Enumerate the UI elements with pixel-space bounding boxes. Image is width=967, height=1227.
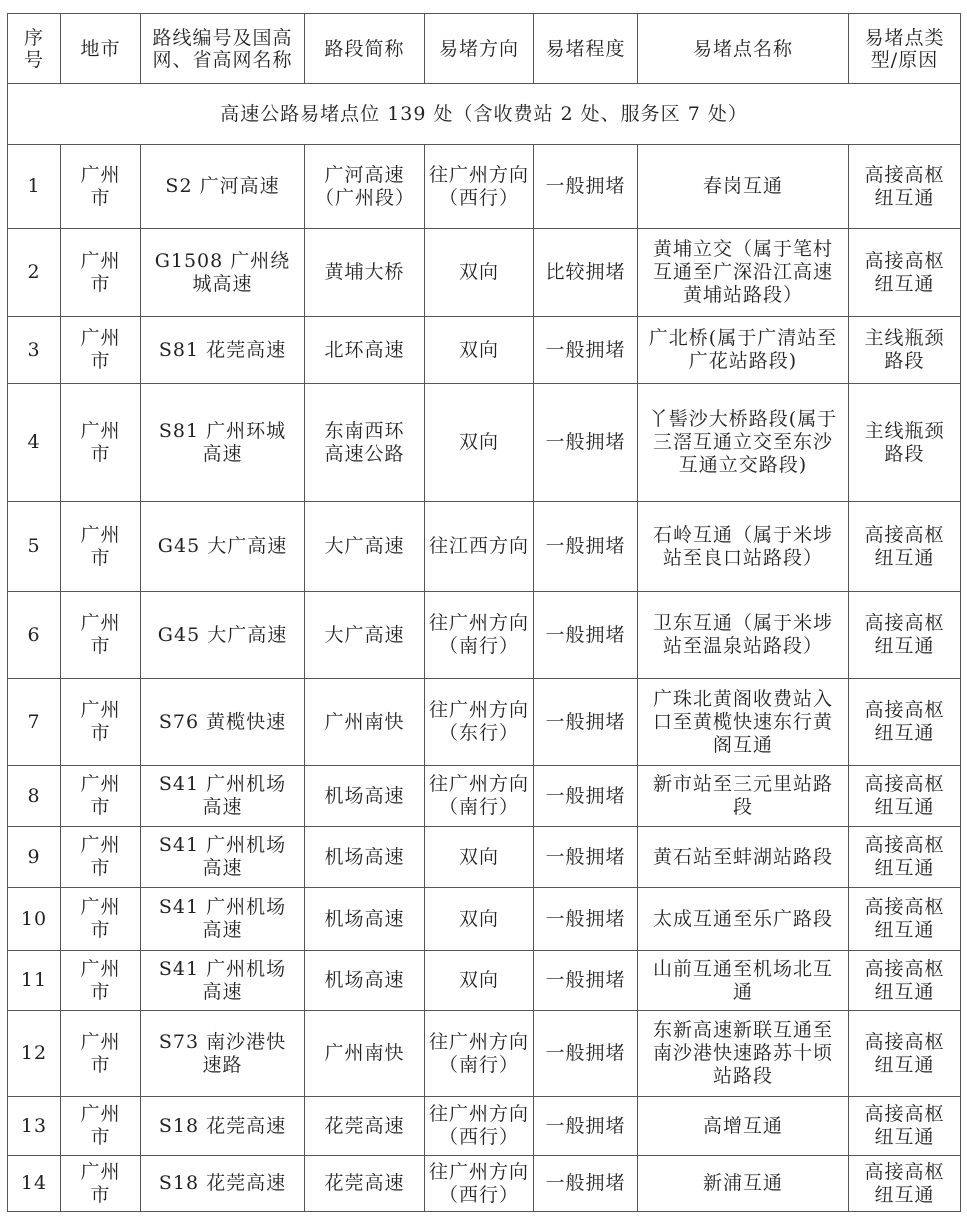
cell-level: 一般拥堵 [534, 502, 638, 592]
cell-segment: 北环高速 [305, 317, 425, 384]
cell-route: G45 大广高速 [141, 592, 305, 679]
table-row [8, 888, 961, 951]
cell-type: 高接高枢纽互通 [849, 229, 961, 317]
cell-direction: 往广州方向（西行） [425, 1156, 534, 1212]
cell-segment: 花莞高速 [305, 1156, 425, 1212]
cell-level: 比较拥堵 [534, 229, 638, 317]
cell-segment: 广州南快 [305, 679, 425, 766]
table-row [8, 592, 961, 679]
cell-point: 黄埔立交（属于笔村互通至广深沿江高速黄埔站路段） [638, 229, 849, 317]
section-banner-row [8, 84, 961, 145]
cell-type: 高接高枢纽互通 [849, 145, 961, 229]
cell-type: 高接高枢纽互通 [849, 1097, 961, 1156]
cell-direction: 双向 [425, 827, 534, 888]
cell-direction: 往广州方向（南行） [425, 1011, 534, 1097]
cell-direction: 往广州方向（西行） [425, 1097, 534, 1156]
cell-segment: 花莞高速 [305, 1097, 425, 1156]
cell-level: 一般拥堵 [534, 384, 638, 502]
cell-city: 广州市 [61, 229, 141, 317]
cell-index: 13 [8, 1097, 61, 1156]
cell-type: 高接高枢纽互通 [849, 502, 961, 592]
header-row [8, 14, 961, 84]
cell-level: 一般拥堵 [534, 827, 638, 888]
header-level: 易堵程度 [534, 14, 638, 84]
cell-city: 广州市 [61, 951, 141, 1011]
cell-route: S41 广州机场高速 [141, 951, 305, 1011]
cell-direction: 往江西方向 [425, 502, 534, 592]
cell-route: S18 花莞高速 [141, 1097, 305, 1156]
cell-index: 9 [8, 827, 61, 888]
table-row [8, 1011, 961, 1097]
cell-route: G1508 广州绕城高速 [141, 229, 305, 317]
cell-index: 1 [8, 145, 61, 229]
table-row [8, 1156, 961, 1212]
cell-point: 黄石站至蚌湖站路段 [638, 827, 849, 888]
cell-direction: 双向 [425, 951, 534, 1011]
cell-route: S76 黄榄快速 [141, 679, 305, 766]
cell-type: 高接高枢纽互通 [849, 888, 961, 951]
congestion-points-table [7, 13, 961, 1212]
cell-segment: 东南西环高速公路 [305, 384, 425, 502]
cell-type: 高接高枢纽互通 [849, 766, 961, 827]
cell-index: 5 [8, 502, 61, 592]
cell-route: S41 广州机场高速 [141, 766, 305, 827]
cell-city: 广州市 [61, 384, 141, 502]
cell-city: 广州市 [61, 679, 141, 766]
cell-segment: 广河高速（广州段） [305, 145, 425, 229]
cell-city: 广州市 [61, 1011, 141, 1097]
cell-city: 广州市 [61, 502, 141, 592]
header-type: 易堵点类型/原因 [849, 14, 961, 84]
cell-type: 高接高枢纽互通 [849, 1011, 961, 1097]
table-row [8, 317, 961, 384]
cell-city: 广州市 [61, 766, 141, 827]
cell-direction: 往广州方向（西行） [425, 145, 534, 229]
cell-direction: 双向 [425, 888, 534, 951]
cell-level: 一般拥堵 [534, 766, 638, 827]
cell-direction: 往广州方向（南行） [425, 592, 534, 679]
cell-index: 10 [8, 888, 61, 951]
cell-point: 新市站至三元里站路段 [638, 766, 849, 827]
cell-segment: 机场高速 [305, 766, 425, 827]
table-row [8, 502, 961, 592]
cell-point: 广珠北黄阁收费站入口至黄榄快速东行黄阁互通 [638, 679, 849, 766]
cell-level: 一般拥堵 [534, 888, 638, 951]
cell-type: 主线瓶颈路段 [849, 317, 961, 384]
cell-type: 高接高枢纽互通 [849, 592, 961, 679]
table-row [8, 766, 961, 827]
section-banner: 高速公路易堵点位 139 处（含收费站 2 处、服务区 7 处） [8, 84, 961, 145]
cell-point: 山前互通至机场北互通 [638, 951, 849, 1011]
table-row [8, 951, 961, 1011]
cell-route: S41 广州机场高速 [141, 888, 305, 951]
header-index: 序号 [8, 14, 61, 84]
cell-segment: 大广高速 [305, 592, 425, 679]
header-segment: 路段简称 [305, 14, 425, 84]
cell-city: 广州市 [61, 592, 141, 679]
cell-segment: 机场高速 [305, 951, 425, 1011]
table-row [8, 229, 961, 317]
cell-point: 春岗互通 [638, 145, 849, 229]
header-city: 地市 [61, 14, 141, 84]
cell-segment: 大广高速 [305, 502, 425, 592]
cell-index: 6 [8, 592, 61, 679]
cell-route: S18 花莞高速 [141, 1156, 305, 1212]
cell-direction: 往广州方向（东行） [425, 679, 534, 766]
cell-segment: 机场高速 [305, 888, 425, 951]
cell-type: 主线瓶颈路段 [849, 384, 961, 502]
cell-direction: 双向 [425, 229, 534, 317]
cell-segment: 机场高速 [305, 827, 425, 888]
cell-index: 12 [8, 1011, 61, 1097]
cell-route: S81 广州环城高速 [141, 384, 305, 502]
cell-point: 广北桥(属于广清站至广花站路段) [638, 317, 849, 384]
cell-segment: 黄埔大桥 [305, 229, 425, 317]
table-row [8, 384, 961, 502]
cell-index: 11 [8, 951, 61, 1011]
cell-route: G45 大广高速 [141, 502, 305, 592]
cell-level: 一般拥堵 [534, 679, 638, 766]
cell-index: 2 [8, 229, 61, 317]
table-row [8, 827, 961, 888]
cell-level: 一般拥堵 [534, 1156, 638, 1212]
cell-city: 广州市 [61, 827, 141, 888]
cell-city: 广州市 [61, 888, 141, 951]
header-route: 路线编号及国高网、省高网名称 [141, 14, 305, 84]
cell-city: 广州市 [61, 145, 141, 229]
cell-level: 一般拥堵 [534, 317, 638, 384]
cell-route: S2 广河高速 [141, 145, 305, 229]
cell-segment: 广州南快 [305, 1011, 425, 1097]
cell-level: 一般拥堵 [534, 1011, 638, 1097]
cell-point: 石岭互通（属于米埗站至良口站路段） [638, 502, 849, 592]
cell-level: 一般拥堵 [534, 1097, 638, 1156]
cell-direction: 往广州方向（南行） [425, 766, 534, 827]
cell-direction: 双向 [425, 384, 534, 502]
cell-index: 4 [8, 384, 61, 502]
table-row [8, 145, 961, 229]
cell-level: 一般拥堵 [534, 951, 638, 1011]
cell-level: 一般拥堵 [534, 592, 638, 679]
cell-index: 3 [8, 317, 61, 384]
cell-city: 广州市 [61, 1097, 141, 1156]
cell-index: 14 [8, 1156, 61, 1212]
cell-route: S41 广州机场高速 [141, 827, 305, 888]
cell-type: 高接高枢纽互通 [849, 951, 961, 1011]
cell-level: 一般拥堵 [534, 145, 638, 229]
table-row [8, 1097, 961, 1156]
cell-type: 高接高枢纽互通 [849, 679, 961, 766]
header-direction: 易堵方向 [425, 14, 534, 84]
cell-route: S81 花莞高速 [141, 317, 305, 384]
cell-city: 广州市 [61, 1156, 141, 1212]
cell-point: 东新高速新联互通至南沙港快速路苏十顷站路段 [638, 1011, 849, 1097]
cell-city: 广州市 [61, 317, 141, 384]
cell-point: 新浦互通 [638, 1156, 849, 1212]
cell-point: 太成互通至乐广路段 [638, 888, 849, 951]
cell-route: S73 南沙港快速路 [141, 1011, 305, 1097]
cell-point: 高增互通 [638, 1097, 849, 1156]
cell-index: 8 [8, 766, 61, 827]
cell-index: 7 [8, 679, 61, 766]
header-point: 易堵点名称 [638, 14, 849, 84]
cell-type: 高接高枢纽互通 [849, 1156, 961, 1212]
table-row [8, 679, 961, 766]
cell-point: 丫髻沙大桥路段(属于三滘互通立交至东沙互通立交路段) [638, 384, 849, 502]
cell-type: 高接高枢纽互通 [849, 827, 961, 888]
cell-point: 卫东互通（属于米埗站至温泉站路段） [638, 592, 849, 679]
cell-direction: 双向 [425, 317, 534, 384]
